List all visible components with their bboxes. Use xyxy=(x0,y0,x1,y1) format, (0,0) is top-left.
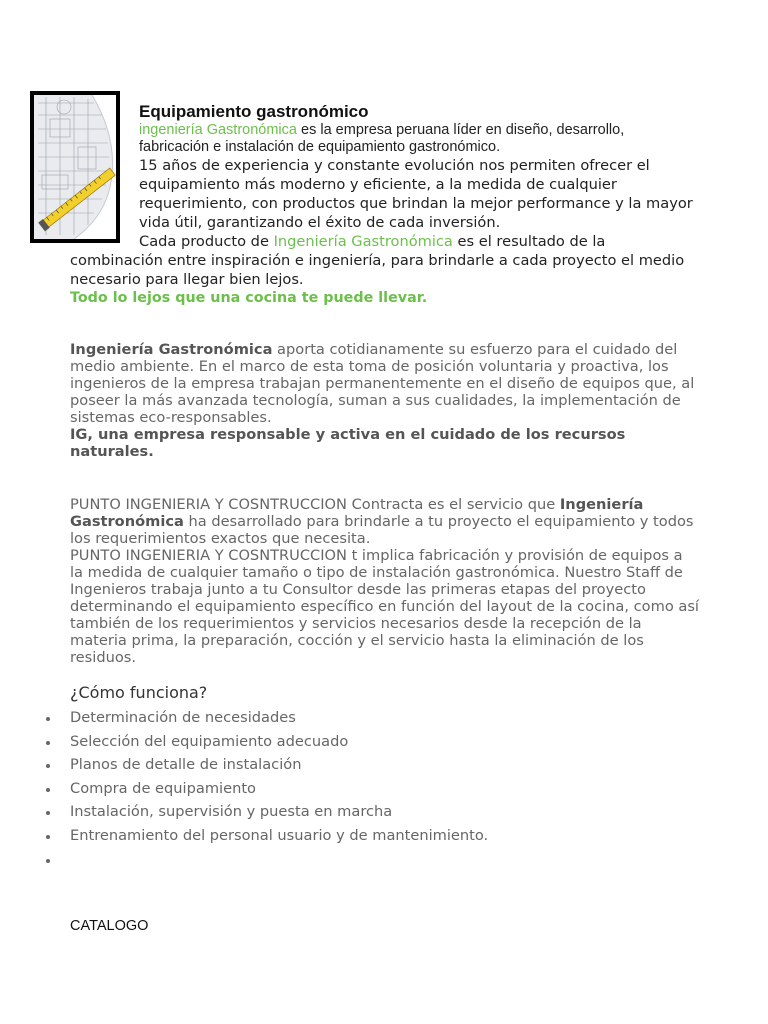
catalog-label: CATALOGO xyxy=(70,918,149,934)
product-text-before: Cada producto de xyxy=(139,233,274,250)
list-item xyxy=(40,755,488,779)
bullet-icon xyxy=(46,764,50,768)
experience-paragraph: 15 años de experiencia y constante evolución nos permiten ofrecer el equipamiento más moderno y eficiente, a la medida de cualquier requerimiento, con productos que brindan la mejor performance y la mayor vida útil, garantizando el éxito de cada inversión. xyxy=(139,157,693,231)
list-item xyxy=(40,826,488,850)
step-label: Planos de detalle de instalación xyxy=(70,756,302,774)
list-item xyxy=(40,732,488,756)
service-text-after: ha desarrollado para brindarle a tu proyecto el equipamiento y todos los requerimientos exactos que necesita. xyxy=(70,513,694,547)
step-label: Selección del equipamiento adecuado xyxy=(70,732,349,750)
product-paragraph xyxy=(70,232,695,289)
service-detail-paragraph: PUNTO INGENIERIA Y COSNTRUCCION t implica fabricación y provisión de equipos a la medida de cualquier tamaño o tipo de instalación gastronómica. Nuestro Staff de Ingenieros trabaja junto a tu Consultor desde las primeras etapas del proyecto determinando el equipamiento específico en función del layout de la cocina, como así también de los requerimientos y servicios necesarios desde la recepción de la materia prima, la preparación, cocción y el servicio hasta la eliminación de los residuos. xyxy=(70,547,699,666)
environment-closing: IG, una empresa responsable y activa en el cuidado de los recursos naturales. xyxy=(70,426,626,460)
bullet-icon xyxy=(46,741,50,745)
bullet-icon xyxy=(46,835,50,839)
brand-name: Ingeniería Gastronómica xyxy=(70,496,644,530)
steps-list xyxy=(40,708,488,873)
step-label: Determinación de necesidades xyxy=(70,709,296,726)
brand-name: ingeniería Gastronómica xyxy=(139,122,297,138)
list-item xyxy=(40,708,488,732)
brand-name: Ingeniería Gastronómica xyxy=(273,233,453,250)
product-text-after: es el resultado de la combinación entre inspiración e ingeniería, para brindarle a cada proyecto el medio necesario para llegar bien lejos. xyxy=(70,233,685,288)
brand-name: Ingeniería Gastronómica xyxy=(70,341,273,358)
step-label: Instalación, supervisión y puesta en marcha xyxy=(70,803,393,821)
blueprint-measuring-tape-icon xyxy=(34,95,116,239)
bullet-icon xyxy=(46,788,50,792)
bullet-icon xyxy=(46,717,50,721)
step-label: Compra de equipamiento xyxy=(70,779,256,797)
blueprint-tape-image xyxy=(30,91,120,243)
list-item xyxy=(40,779,488,803)
environment-paragraph xyxy=(70,341,700,426)
environment-text: aporta cotidianamente su esfuerzo para el cuidado del medio ambiente. En el marco de esta toma de posición voluntaria y proactiva, los ingenieros de la empresa trabajan permanentemente en el diseño de equipos que, al poseer la más avanzada tecnología, suman a sus cualidades, la implementación de sistemas eco-responsables. xyxy=(70,341,695,426)
intro-text: es la empresa peruana líder en diseño, desarrollo, fabricación e instalación de equipamiento gastronómico. xyxy=(139,122,625,155)
step-label: Entrenamiento del personal usuario y de mantenimiento. xyxy=(70,826,489,844)
how-it-works-heading: ¿Cómo funciona? xyxy=(70,683,208,702)
list-item xyxy=(40,850,488,874)
bullet-icon xyxy=(46,811,50,815)
bullet-icon xyxy=(46,859,50,863)
intro-paragraph xyxy=(139,122,679,156)
slogan: Todo lo lejos que una cocina te puede llevar. xyxy=(70,290,428,306)
list-item xyxy=(40,802,488,826)
service-paragraph xyxy=(70,496,700,547)
service-text-before: PUNTO INGENIERIA Y COSNTRUCCION Contracta es el servicio que xyxy=(70,496,560,513)
page-title: Equipamiento gastronómico xyxy=(139,102,369,121)
